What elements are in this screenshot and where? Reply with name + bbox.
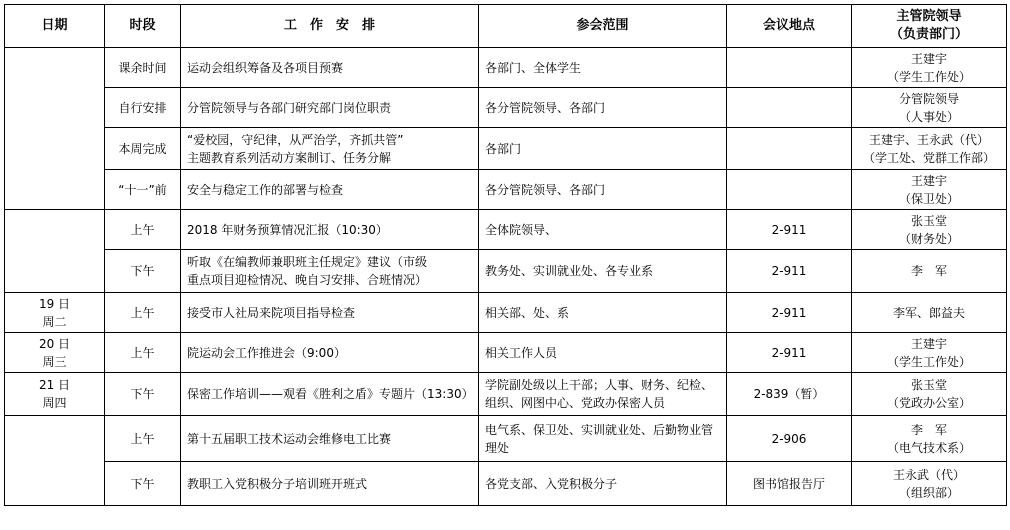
work-line: 2018 年财务预算情况汇报（10:30） (187, 222, 388, 237)
leader-line: 李 军 (910, 422, 947, 437)
work-arrangement-cell (181, 462, 479, 506)
scope-cell: 相关工作人员 (479, 333, 727, 373)
period-cell: 上午 (105, 293, 181, 333)
schedule-table (4, 4, 1007, 506)
header-leader-line: （负责部门） (889, 27, 968, 42)
work-arrangement-cell (181, 88, 479, 128)
leader-line: （财务处） (898, 231, 959, 246)
date-cell (5, 210, 105, 293)
leader-line: （党政办公室） (886, 396, 971, 410)
scope-cell: 相关部、处、系 (479, 293, 727, 333)
leader-line: （人事处） (898, 109, 959, 124)
leader-line: （学工处、党群工作部） (862, 150, 995, 165)
location-cell: 2-906 (727, 416, 852, 462)
date-cell (5, 293, 105, 333)
table-row (5, 462, 1007, 506)
leader-cell (852, 210, 1007, 250)
work-arrangement-cell (181, 48, 479, 88)
location-cell: 2-911 (727, 293, 852, 333)
date-cell (5, 416, 105, 506)
leader-line: （组织部） (898, 485, 959, 500)
work-arrangement-cell (181, 293, 479, 333)
header-period: 时段 (105, 5, 181, 48)
leader-cell (852, 250, 1007, 293)
location-cell: 2-911 (727, 250, 852, 293)
leader-line: 王永武（代） (892, 467, 965, 482)
header-leader (852, 5, 1007, 48)
period-cell: 下午 (105, 250, 181, 293)
leader-line: 王建宇 (910, 173, 947, 188)
scope-cell: 各部门 (479, 128, 727, 170)
leader-line: 张玉堂 (910, 213, 947, 228)
leader-cell (852, 48, 1007, 88)
period-cell: 上午 (105, 416, 181, 462)
scope-cell: 教务处、实训就业处、各专业系 (479, 250, 727, 293)
leader-line: 分管院领导 (898, 91, 959, 106)
work-arrangement-cell (181, 416, 479, 462)
leader-line: （保卫处） (898, 191, 959, 206)
period-cell: 课余时间 (105, 48, 181, 88)
scope-cell: 各党支部、入党积极分子 (479, 462, 727, 506)
work-line: 主题教育系列活动方案制订、任务分解 (187, 150, 392, 165)
date-cell (5, 333, 105, 373)
leader-line: 张玉堂 (910, 378, 947, 392)
table-row (5, 48, 1007, 88)
location-cell: 2-911 (727, 333, 852, 373)
scope-cell: 各分管院领导、各部门 (479, 170, 727, 210)
date-line: 周三 (42, 354, 67, 369)
work-line: 接受市人社局来院项目指导检查 (187, 305, 356, 320)
work-line: 重点项目迎检情况、晚自习安排、合班情况） (187, 273, 428, 287)
work-line: 第十五届职工技术运动会维修电工比赛 (187, 431, 392, 446)
location-cell: 2-839（暂） (727, 373, 852, 416)
leader-cell (852, 170, 1007, 210)
location-cell: 2-911 (727, 210, 852, 250)
date-cell (5, 373, 105, 416)
leader-cell (852, 88, 1007, 128)
period-cell: “十一”前 (105, 170, 181, 210)
work-line: 院运动会工作推进会（9:00） (187, 345, 346, 360)
location-cell (727, 48, 852, 88)
work-line: 分管院领导与各部门研究部门岗位职责 (187, 100, 392, 115)
table-row (5, 88, 1007, 128)
header-location: 会议地点 (727, 5, 852, 48)
date-line: 21 日 (38, 378, 71, 392)
leader-line: 李 军 (910, 264, 947, 278)
scope-cell: 全体院领导、 (479, 210, 727, 250)
leader-cell (852, 416, 1007, 462)
scope-cell: 各分管院领导、各部门 (479, 88, 727, 128)
table-row (5, 416, 1007, 462)
header-date: 日期 (5, 5, 105, 48)
work-arrangement-cell (181, 250, 479, 293)
date-line: 19 日 (38, 296, 71, 311)
table-row (5, 210, 1007, 250)
header-scope: 参会范围 (479, 5, 727, 48)
leader-cell (852, 462, 1007, 506)
leader-cell (852, 333, 1007, 373)
period-cell: 上午 (105, 210, 181, 250)
leader-cell (852, 293, 1007, 333)
header-row (5, 5, 1007, 48)
work-arrangement-cell (181, 210, 479, 250)
location-cell (727, 128, 852, 170)
leader-line: 王建宇、王永武（代） (868, 132, 989, 147)
work-arrangement-cell (181, 128, 479, 170)
work-line: 保密工作培训——观看《胜利之盾》专题片（13:30） (187, 387, 474, 401)
leader-line: 王建宇 (910, 336, 947, 351)
date-line: 周四 (42, 396, 67, 410)
scope-cell: 电气系、保卫处、实训就业处、后勤物业管理处 (479, 416, 727, 462)
work-line: 教职工入党积极分子培训班开班式 (187, 476, 368, 491)
date-line: 周二 (42, 314, 67, 329)
work-line: 安全与稳定工作的部署与检查 (187, 182, 344, 197)
work-line: 运动会组织筹备及各项目预赛 (187, 60, 344, 75)
table-row (5, 333, 1007, 373)
header-leader-line: 主管院领导 (896, 9, 962, 24)
scope-cell: 各部门、全体学生 (479, 48, 727, 88)
leader-line: 李军、郎益夫 (892, 305, 965, 320)
work-arrangement-cell (181, 373, 479, 416)
period-cell: 本周完成 (105, 128, 181, 170)
period-cell: 下午 (105, 373, 181, 416)
table-row (5, 293, 1007, 333)
work-line: 听取《在编教师兼职班主任规定》建议（市级 (187, 255, 428, 269)
location-cell (727, 170, 852, 210)
table-row (5, 128, 1007, 170)
location-cell (727, 88, 852, 128)
leader-line: （学生工作处） (886, 354, 971, 369)
leader-cell (852, 373, 1007, 416)
leader-cell (852, 128, 1007, 170)
date-cell (5, 48, 105, 210)
period-cell: 自行安排 (105, 88, 181, 128)
work-line: “爱校园，守纪律，从严治学，齐抓共管” (187, 132, 404, 147)
table-row (5, 170, 1007, 210)
date-line: 20 日 (38, 336, 71, 351)
work-arrangement-cell (181, 333, 479, 373)
leader-line: （学生工作处） (886, 69, 971, 84)
leader-line: （电气技术系） (886, 440, 971, 455)
work-arrangement-cell (181, 170, 479, 210)
table-row (5, 373, 1007, 416)
leader-line: 王建宇 (910, 51, 947, 66)
header-arrangement: 工 作 安 排 (181, 5, 479, 48)
location-cell: 图书馆报告厅 (727, 462, 852, 506)
table-row (5, 250, 1007, 293)
period-cell: 上午 (105, 333, 181, 373)
scope-cell: 学院副处级以上干部；人事、财务、纪检、组织、网图中心、党政办保密人员 (479, 373, 727, 416)
schedule-body (5, 48, 1007, 506)
period-cell: 下午 (105, 462, 181, 506)
